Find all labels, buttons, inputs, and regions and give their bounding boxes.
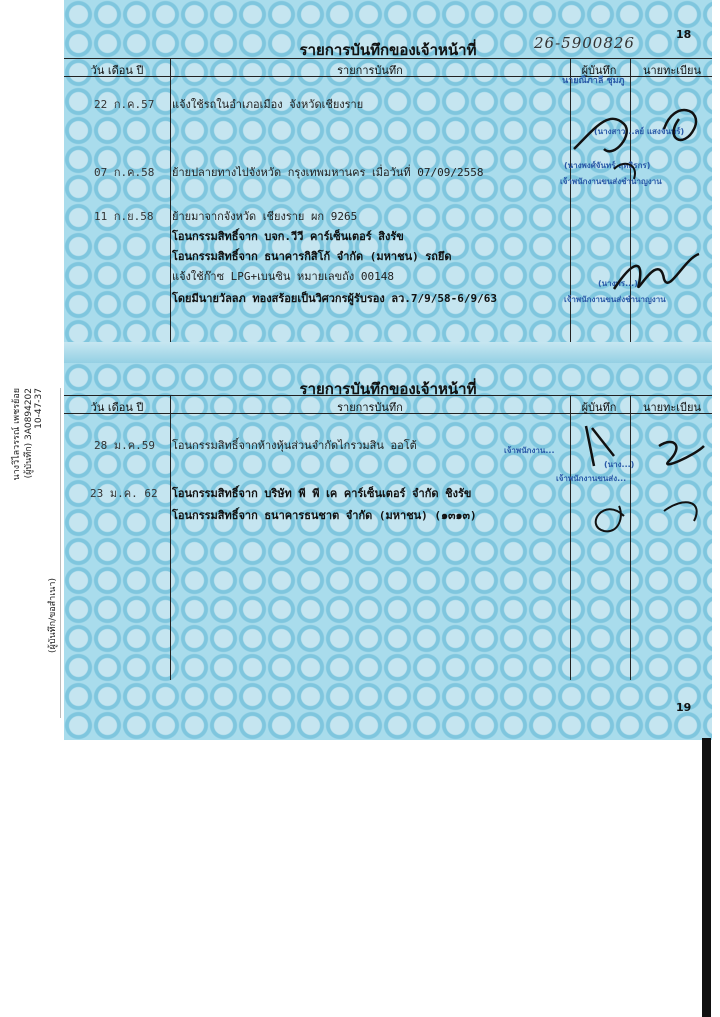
entry-line: โอนกรรมสิทธิ์จาก บริษัท พี พี เค คาร์เซ็นเตอร์ จำกัด ชิงรัข xyxy=(172,487,472,500)
record-sheet-bottom xyxy=(64,363,712,740)
header-date: วัน เดือน ปี xyxy=(90,401,144,414)
record-table-bottom xyxy=(64,395,712,680)
sheet-title: รายการบันทึกของเจ้าหน้าที่ xyxy=(299,380,477,398)
signature-mark xyxy=(564,416,712,536)
entry-date: 28 ม.ค.59 xyxy=(94,439,155,452)
page-fold xyxy=(64,342,712,363)
stub-time: 10-47-37 xyxy=(34,388,44,429)
scan-edge xyxy=(702,738,711,1017)
header-record: รายการบันทึก xyxy=(337,64,403,77)
signature-mark xyxy=(564,89,712,189)
record-sheet-top xyxy=(64,0,712,342)
side-stub xyxy=(6,388,61,718)
document-page xyxy=(64,0,712,740)
entry-date: 07 ก.ค.58 xyxy=(94,166,155,179)
stub-code: (ผู้บันทึก) 3A0894202 xyxy=(24,388,34,479)
header-recorder: ผู้บันทึก xyxy=(581,401,617,414)
officer-stamp: (นางพงศ์จันทร์ ฤทธิรกร) xyxy=(564,161,651,170)
stub-note: (ผู้บันทึก/ขอสำเนา) xyxy=(48,578,58,653)
entry-date: 23 ม.ค. 62 xyxy=(90,487,158,500)
entry-date: 11 ก.ย.58 xyxy=(94,210,154,223)
entry-date: 22 ก.ค.57 xyxy=(94,98,155,111)
header-record: รายการบันทึก xyxy=(337,401,403,414)
entry-line: โอนกรรมสิทธิ์จาก ธนาคารกิสิโก้ จำกัด (มหาชน) รถยึด xyxy=(172,250,452,263)
officer-stamp: (นางสาว...ลย์ แสงจันทร์) xyxy=(594,127,685,136)
handwritten-registration-number: 26-5900826 xyxy=(534,34,635,52)
entry-line: ย้ายปลายทางไปจังหวัด กรุงเทพมหานคร เมื่อวันที่ 07/09/2558 xyxy=(172,166,484,179)
page-number-top: 18 xyxy=(676,28,692,41)
entry-line: ย้ายมาจากจังหวัด เชียงราย ผก 9265 xyxy=(172,210,358,223)
officer-stamp: นายณิภาลี ชุมภู xyxy=(562,76,625,86)
entry-line: โอนกรรมสิทธิ์จาก ธนาคารธนชาต จำกัด (มหาชน) (๑๓๑๓) xyxy=(172,509,477,522)
entry-line: โอนกรรมสิทธิ์จากห้างหุ้นส่วนจำกัดไกรวมสิน ออโต้ xyxy=(172,439,417,452)
officer-stamp: (นางพร...) xyxy=(598,279,638,288)
record-table-top xyxy=(64,58,712,343)
column-divider xyxy=(170,396,171,680)
entry-line: แจ้งใช้รถในอำเภอเมือง จังหวัดเชียงราย xyxy=(172,98,364,111)
entry-line: แจ้งใช้ก๊าซ LPG+เบนซิน หมายเลขถัง 00148 xyxy=(172,270,394,283)
signature-mark xyxy=(604,239,704,309)
header-registrar: นายทะเบียน xyxy=(642,401,701,414)
officer-stamp: เจ้าพนักงาน... xyxy=(504,446,555,455)
column-divider xyxy=(170,59,171,343)
stub-officer: นางวิไลวรรณ์ เพชรย้อย xyxy=(12,388,22,481)
sheet-title: รายการบันทึกของเจ้าหน้าที่ xyxy=(299,41,477,59)
header-date: วัน เดือน ปี xyxy=(90,64,144,77)
officer-stamp: เจ้าพนักงานขนส่ง... xyxy=(556,474,627,483)
entry-line: โดยมีนายวัลลภ ทองสร้อยเป็นวิศวกรผู้รับรอง ลว.7/9/58-6/9/63 xyxy=(172,292,497,305)
entry-line: โอนกรรมสิทธิ์จาก บจก.วีวี คาร์เซ็นเตอร์ สิงรัข xyxy=(172,230,404,243)
header-recorder: ผู้บันทึก xyxy=(581,64,617,77)
officer-stamp: เจ้าพนักงานขนส่งชำนาญงาน xyxy=(560,177,662,186)
table-header xyxy=(64,396,712,414)
header-registrar: นายทะเบียน xyxy=(642,64,701,77)
page-number-bottom: 19 xyxy=(676,701,692,714)
officer-stamp: เจ้าพนักงานขนส่งชำนาญงาน xyxy=(564,295,666,304)
officer-stamp: (นาง...) xyxy=(604,460,635,469)
